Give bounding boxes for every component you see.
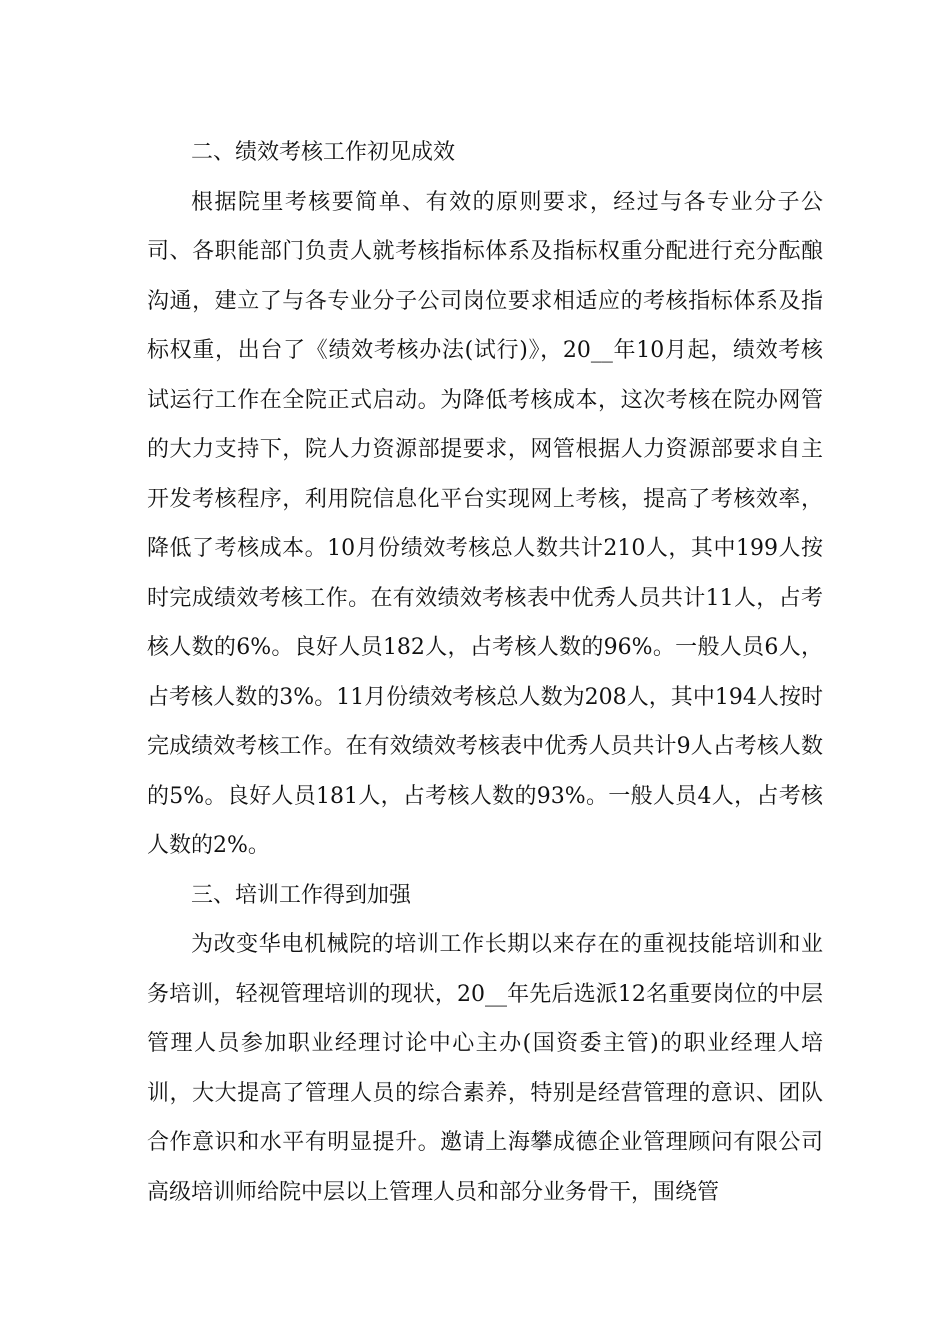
section-paragraph-performance: 根据院里考核要简单、有效的原则要求，经过与各专业分子公司、各职能部门负责人就考核指标体系及指标权重分配进行充分酝酿沟通，建立了与各专业分子公司岗位要求相适应的考核指标体系及指标权重，出台了《绩效考核办法(试行)》，20__年10月起，绩效考核试运行工作在全院正式启动。为降低考核成本，这次考核在院办网管的大力支持下，院人力资源部提要求，网管根据人力资源部要求自主开发考核程序，利用院信息化平台实现网上考核，提高了考核效率，降低了考核成本。10月份绩效考核总人数共计210人，其中199人按时完成绩效考核工作。在有效绩效考核表中优秀人员共计11人，占考核人数的6%。良好人员182人，占考核人数的96%。一般人员6人，占考核人数的3%。11月份绩效考核总人数为208人，其中194人按时完成绩效考核工作。在有效绩效考核表中优秀人员共计9人占考核人数的5%。良好人员181人，占考核人数的93%。一般人员4人，占考核人数的2%。 [147,189,823,858]
section-heading-training: 三、培训工作得到加强 [191,882,412,908]
section-heading-performance: 二、绩效考核工作初见成效 [191,140,456,165]
section-paragraph-training: 为改变华电机械院的培训工作长期以来存在的重视技能培训和业务培训，轻视管理培训的现状，20__年先后选派12名重要岗位的中层管理人员参加职业经理讨论中心主办(国资委主管)的职业经理人培训，大大提高了管理人员的综合素养，特别是经营管理的意识、团队合作意识和水平有明显提升。邀请上海攀成德企业管理顾问有限公司高级培训师给院中层以上管理人员和部分业务骨干，围绕管 [147,932,823,1205]
document-body [147,128,823,1217]
